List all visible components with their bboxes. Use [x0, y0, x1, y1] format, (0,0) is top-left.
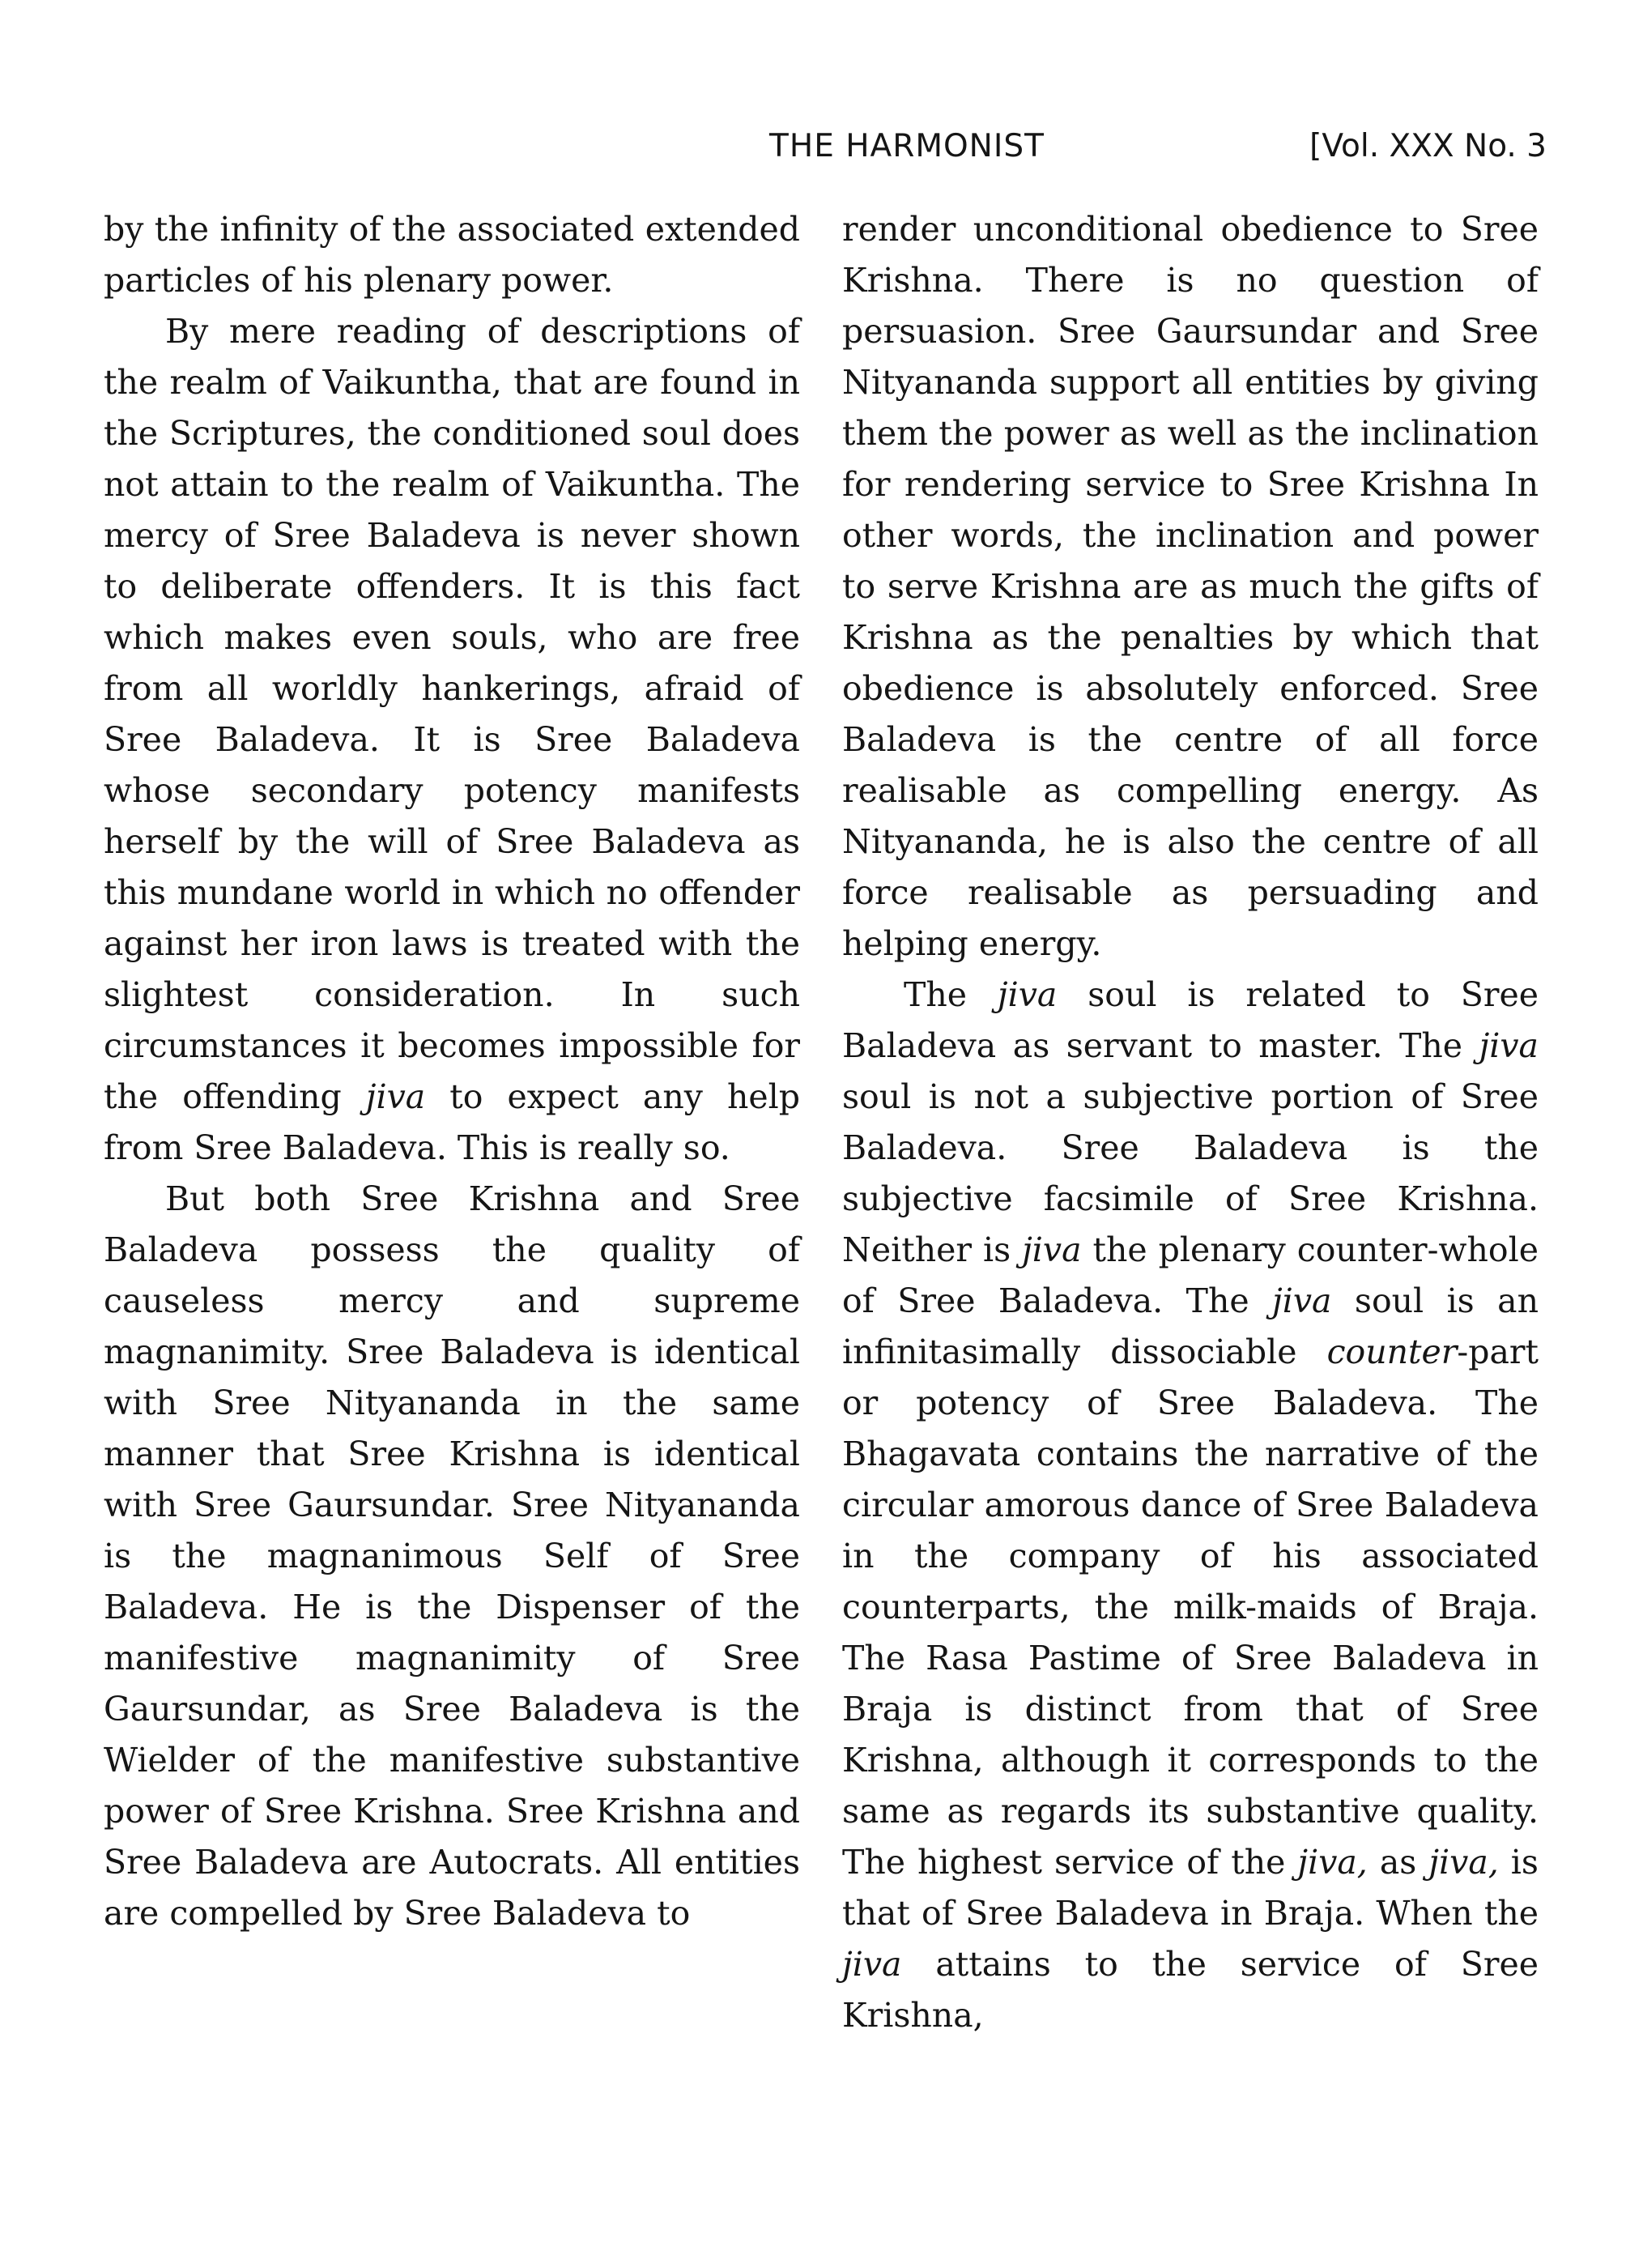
paragraph-text: render unconditional obedience to Sree Krishna. There is no question of persuasion. Sree Gaursundar and Sree Nityananda support all entities by giving them the power as well as the inclination for rendering service to Sree Krishna In other words, the inclination and power to serve Krishna are as much the gifts of Krishna as the penalties by which that obedience is absolutely enforced. Sree Baladeva is the centre of all force realisable as compelling energy. As Nityananda, he is also the centre of all force realisable as persuading and helping energy. — [842, 210, 1539, 963]
italic-term: jiva, — [1297, 1843, 1368, 1882]
italic-term: jiva — [997, 975, 1058, 1014]
italic-term: jiva — [1022, 1230, 1082, 1269]
paragraph — [104, 1174, 800, 1939]
italic-term: jiva, — [1428, 1843, 1499, 1882]
left-column — [104, 204, 800, 1939]
paragraph-text: soul is an infinitasimally dissociable — [842, 1281, 1539, 1371]
issue-reference: [Vol. XXX No. 3 — [1309, 128, 1547, 164]
paragraph-text: -part or potency of Sree Baladeva. The Bhagavata contains the narrative of the circular amorous dance of Sree Baladeva in the company of his associated counterparts, the milk-maids of Braja. The Rasa Pastime of Sree Baladeva in Braja is distinct from that of Sree Krishna, although it corresponds to the same as regards its substantive quality. The highest service of the — [842, 1332, 1539, 1882]
paragraph-text: as — [1379, 1843, 1417, 1882]
paragraph-text: The — [904, 975, 968, 1014]
running-header — [89, 128, 1547, 177]
paragraph-text: is that of Sree Baladeva in Braja. When the — [842, 1843, 1539, 1933]
italic-term: jiva — [1272, 1281, 1332, 1320]
italic-term: jiva — [365, 1077, 426, 1116]
paragraph-text: But both Sree Krishna and Sree Baladeva possess the quality of causeless mercy and supreme magnanimity. Sree Baladeva is identical with Sree Nityananda in the same manner that Sree Krishna is identical with Sree Gaursundar. Sree Nityananda is the magnanimous Self of Sree Baladeva. He is the Dispenser of the manifestive magnanimity of Sree Gaursundar, as Sree Baladeva is the Wielder of the manifestive substantive power of Sree Krishna. Sree Krishna and Sree Baladeva are Autocrats. All entities are compelled by Sree Baladeva to — [104, 1179, 800, 1933]
paragraph-text: to expect any help from Sree Baladeva. This is really so. — [104, 1077, 800, 1167]
paragraph-text: soul is not a subjective portion of Sree Baladeva. Sree Baladeva is the subjective facsimile of Sree Krishna. Neither is — [842, 1077, 1539, 1269]
paragraph — [842, 204, 1539, 970]
italic-term: jiva — [842, 1945, 902, 1984]
italic-term: counter — [1326, 1332, 1458, 1371]
paragraph — [842, 970, 1539, 2041]
paragraph-text: By mere reading of descriptions of the realm of Vaikuntha, that are found in the Scriptures, the conditioned soul does not attain to the realm of Vaikuntha. The mercy of Sree Baladeva is never shown to deliberate offenders. It is this fact which makes even souls, who are free from all worldly hankerings, afraid of Sree Baladeva. It is Sree Baladeva whose secondary potency manifests herself by the will of Sree Baladeva as this mundane world in which no offender against her iron laws is treated with the slightest consideration. In such circumstances it becomes impossible for the offending — [104, 312, 800, 1116]
journal-title: THE HARMONIST — [769, 128, 1045, 164]
paragraph-text: by the infinity of the associated extended particles of his plenary power. — [104, 210, 800, 300]
italic-term: jiva — [1479, 1026, 1539, 1065]
paragraph-text: attains to the service of Sree Krishna, — [842, 1945, 1539, 2035]
paragraph — [104, 306, 800, 1174]
paragraph-text: soul is related to Sree Baladeva as servant to master. The — [842, 975, 1539, 1065]
right-column — [842, 204, 1539, 2041]
paragraph-text: the plenary counter-whole of Sree Baladeva. The — [842, 1230, 1539, 1320]
paragraph — [104, 204, 800, 306]
